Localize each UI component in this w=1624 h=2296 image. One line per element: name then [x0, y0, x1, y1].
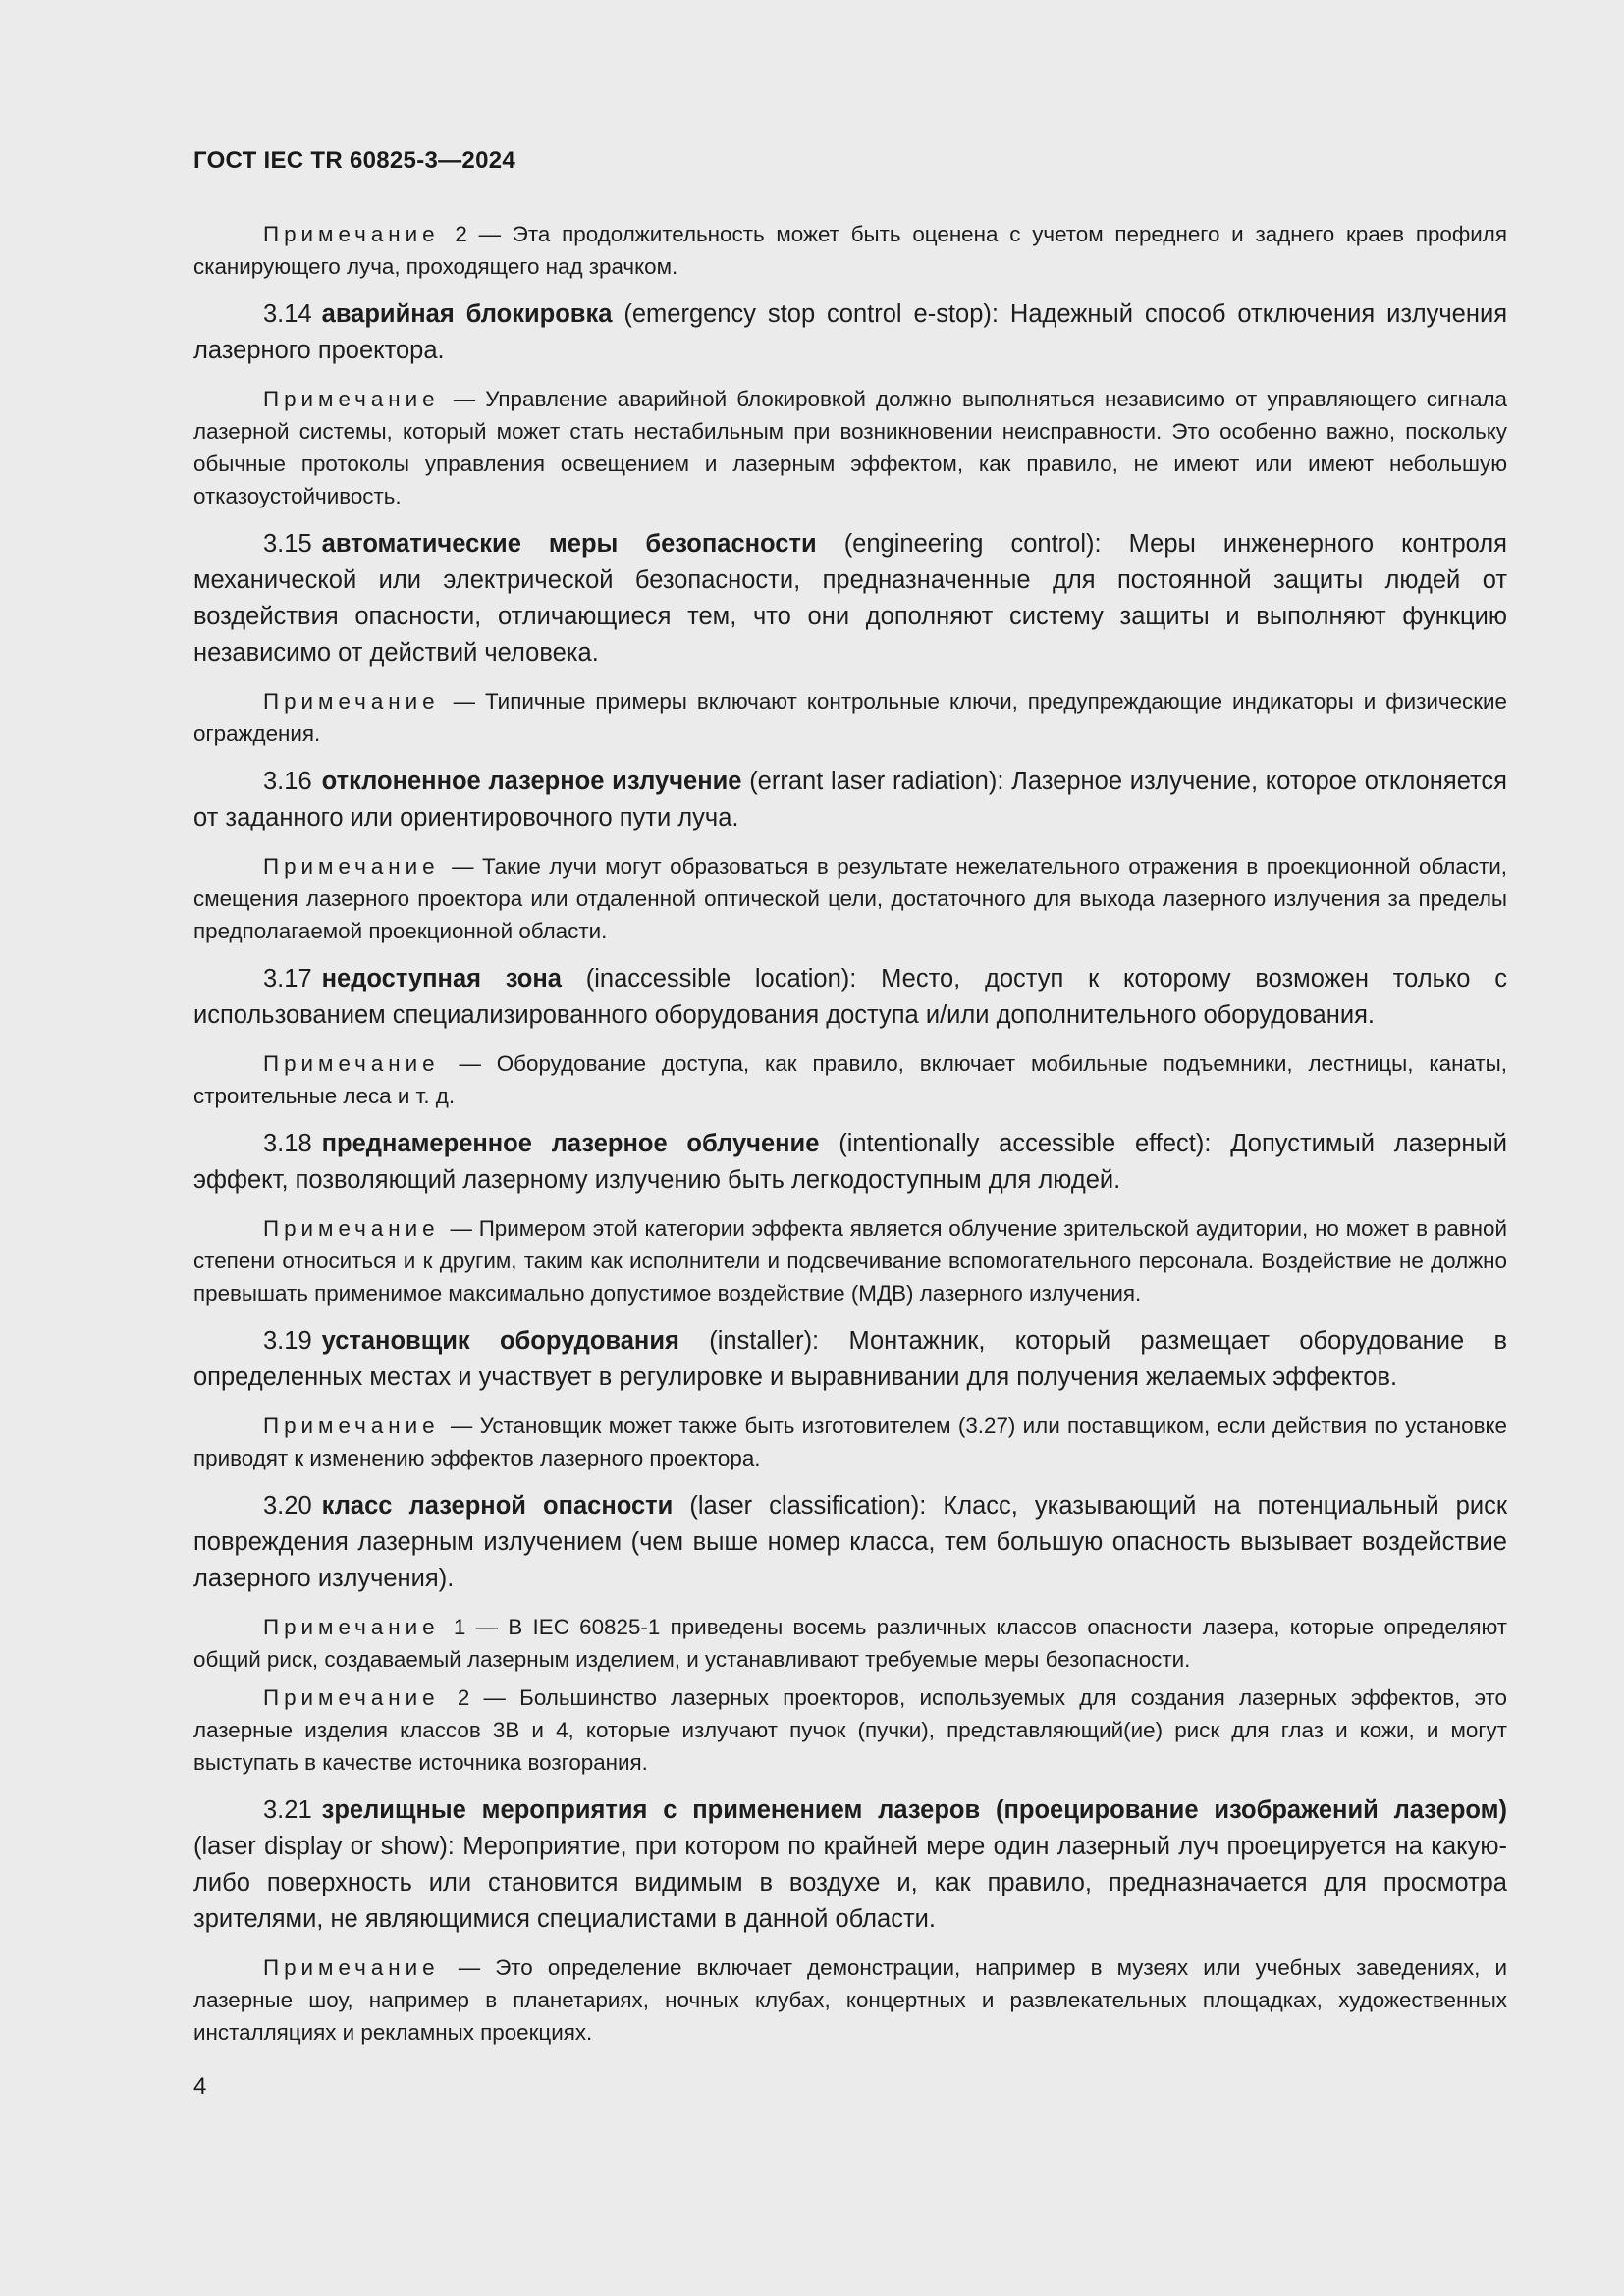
definition-note	[193, 850, 1507, 947]
definition-term: отклоненное лазерное излучение	[321, 768, 742, 795]
note-label: Примечание	[263, 854, 440, 879]
definition-note	[193, 1212, 1507, 1309]
definition-number: 3.21	[263, 1796, 312, 1824]
note-text: — Большинство лазерных проекторов, используемых для создания лазерных эффектов, это лазерные изделия классов 3В и 4, которые излучают пучок (пучки), представляющий(ие) риск для глаз и кожи, и могут выступать в качестве источника возгорания.	[193, 1685, 1507, 1775]
note-label: Примечание	[263, 1615, 440, 1639]
definition-note	[193, 1682, 1507, 1779]
note-text: — Примером этой категории эффекта является облучение зрительской аудитории, но может в равной степени относиться и к другим, таким как исполнители и подсвечивание вспомогательного персонала. Воздействие не должно превышать применимое максимально допустимое воздействие (МДВ) лазерного излучения.	[193, 1216, 1507, 1306]
definition-number: 3.18	[263, 1130, 312, 1157]
note-text: — Установщик может также быть изготовителем (3.27) или поставщиком, если действия по установке приводят к изменению эффектов лазерного проектора.	[193, 1414, 1507, 1470]
definition-term: установщик оборудования	[321, 1327, 679, 1355]
note-text: — Типичные примеры включают контрольные ключи, предупреждающие индикаторы и физические ограждения.	[193, 689, 1507, 746]
note-number: 2	[457, 1685, 470, 1710]
note-label: Примечание	[263, 1685, 440, 1710]
definition-text: (errant laser radiation): Лазерное излучение, которое отклоняется от заданного или ориентировочного пути луча.	[193, 768, 1507, 831]
note-label: Примечание	[263, 1051, 440, 1076]
definitions-list	[193, 296, 1507, 2049]
note-text: — Такие лучи могут образоваться в результате нежелательного отражения в проекционной области, смещения лазерного проектора или отдаленной оптической цели, достаточного для выхода лазерного излучения за пределы предполагаемой проекционной области.	[193, 854, 1507, 943]
definition-note	[193, 1951, 1507, 2049]
note-label: Примечание	[263, 222, 440, 246]
definition-number: 3.19	[263, 1327, 312, 1355]
definition-number: 3.17	[263, 965, 312, 992]
definition-number: 3.16	[263, 768, 312, 795]
note-number: 1	[453, 1615, 466, 1639]
note-label: Примечание	[263, 689, 440, 714]
definition-note	[193, 1410, 1507, 1474]
page-number: 4	[193, 2073, 207, 2100]
definition-term: зрелищные мероприятия с применением лазеров (проецирование изображений лазером)	[321, 1796, 1507, 1824]
definition-text: (intentionally accessible effect): Допустимый лазерный эффект, позволяющий лазерному излучению быть легкодоступным для людей.	[193, 1130, 1507, 1194]
definition-number: 3.14	[263, 300, 312, 328]
definition-text: (laser classification): Класс, указывающий на потенциальный риск повреждения лазерным излучением (чем выше номер класса, тем большую опасность вызывает воздействие лазерного излучения).	[193, 1492, 1507, 1592]
definition-3-14	[193, 296, 1507, 369]
definition-text: (engineering control): Меры инженерного контроля механической или электрической безопасности, предназначенные для постоянной защиты людей от воздействия опасности, отличающиеся тем, что они дополняют систему защиты и выполняют функцию независимо от действий человека.	[193, 530, 1507, 667]
definition-term: преднамеренное лазерное облучение	[321, 1130, 820, 1157]
definition-note	[193, 1047, 1507, 1112]
definition-text: (laser display or show): Мероприятие, при котором по крайней мере один лазерный луч проецируется на какую-либо поверхность или становится видимым в воздухе и, как правило, предназначается для просмотра зрителями, не являющимися специалистами в данной области.	[193, 1833, 1507, 1933]
definition-3-17	[193, 961, 1507, 1034]
definition-text: (emergency stop control e-stop): Надежный способ отключения излучения лазерного проектора.	[193, 300, 1507, 364]
definition-text: (installer): Монтажник, который размещает оборудование в определенных местах и участвует в регулировке и выравнивании для получения желаемых эффектов.	[193, 1327, 1508, 1391]
note-label: Примечание	[263, 387, 440, 411]
definition-note	[193, 1611, 1507, 1676]
definition-term: аварийная блокировка	[321, 300, 613, 328]
document-page	[193, 147, 1507, 2062]
definition-note	[193, 685, 1507, 750]
definition-3-15	[193, 526, 1507, 671]
definition-3-20	[193, 1488, 1507, 1597]
definition-term: недоступная зона	[321, 965, 562, 992]
note-text: — Это определение включает демонстрации, например в музеях или учебных заведениях, и лазерные шоу, например в планетариях, ночных клубах, концертных и развлекательных площадках, художественных инсталляциях и рекламных проекциях.	[193, 1955, 1507, 2045]
note-text: — Эта продолжительность может быть оценена с учетом переднего и заднего краев профиля сканирующего луча, проходящего над зрачком.	[193, 222, 1507, 279]
intro-note	[193, 218, 1507, 283]
definition-3-16	[193, 764, 1507, 836]
definition-3-19	[193, 1323, 1507, 1396]
definition-3-18	[193, 1126, 1507, 1199]
definition-note	[193, 383, 1507, 512]
note-label: Примечание	[263, 1414, 440, 1438]
definition-number: 3.15	[263, 530, 312, 558]
note-label: Примечание	[263, 1955, 440, 1980]
note-text: — Управление аварийной блокировкой должно выполняться независимо от управляющего сигнала лазерной системы, который может стать нестабильным при возникновении неисправности. Это особенно важно, поскольку обычные протоколы управления освещением и лазерным эффектом, как правило, не имеют или имеют небольшую отказоустойчивость.	[193, 387, 1507, 508]
note-label: Примечание	[263, 1216, 440, 1241]
definition-text: (inaccessible location): Место, доступ к которому возможен только с использованием специализированного оборудования доступа и/или дополнительного оборудования.	[193, 965, 1507, 1029]
definition-number: 3.20	[263, 1492, 312, 1520]
definition-term: автоматические меры безопасности	[321, 530, 817, 558]
note-number: 2	[455, 222, 467, 246]
definition-3-21	[193, 1792, 1507, 1938]
note-text: — Оборудование доступа, как правило, включает мобильные подъемники, лестницы, канаты, строительные леса и т. д.	[193, 1051, 1507, 1108]
definition-term: класс лазерной опасности	[321, 1492, 674, 1520]
note-text: — В IEC 60825-1 приведены восемь различных классов опасности лазера, которые определяют общий риск, создаваемый лазерным изделием, и устанавливают требуемые меры безопасности.	[193, 1615, 1507, 1672]
document-header: ГОСТ IEC TR 60825-3—2024	[193, 147, 516, 174]
